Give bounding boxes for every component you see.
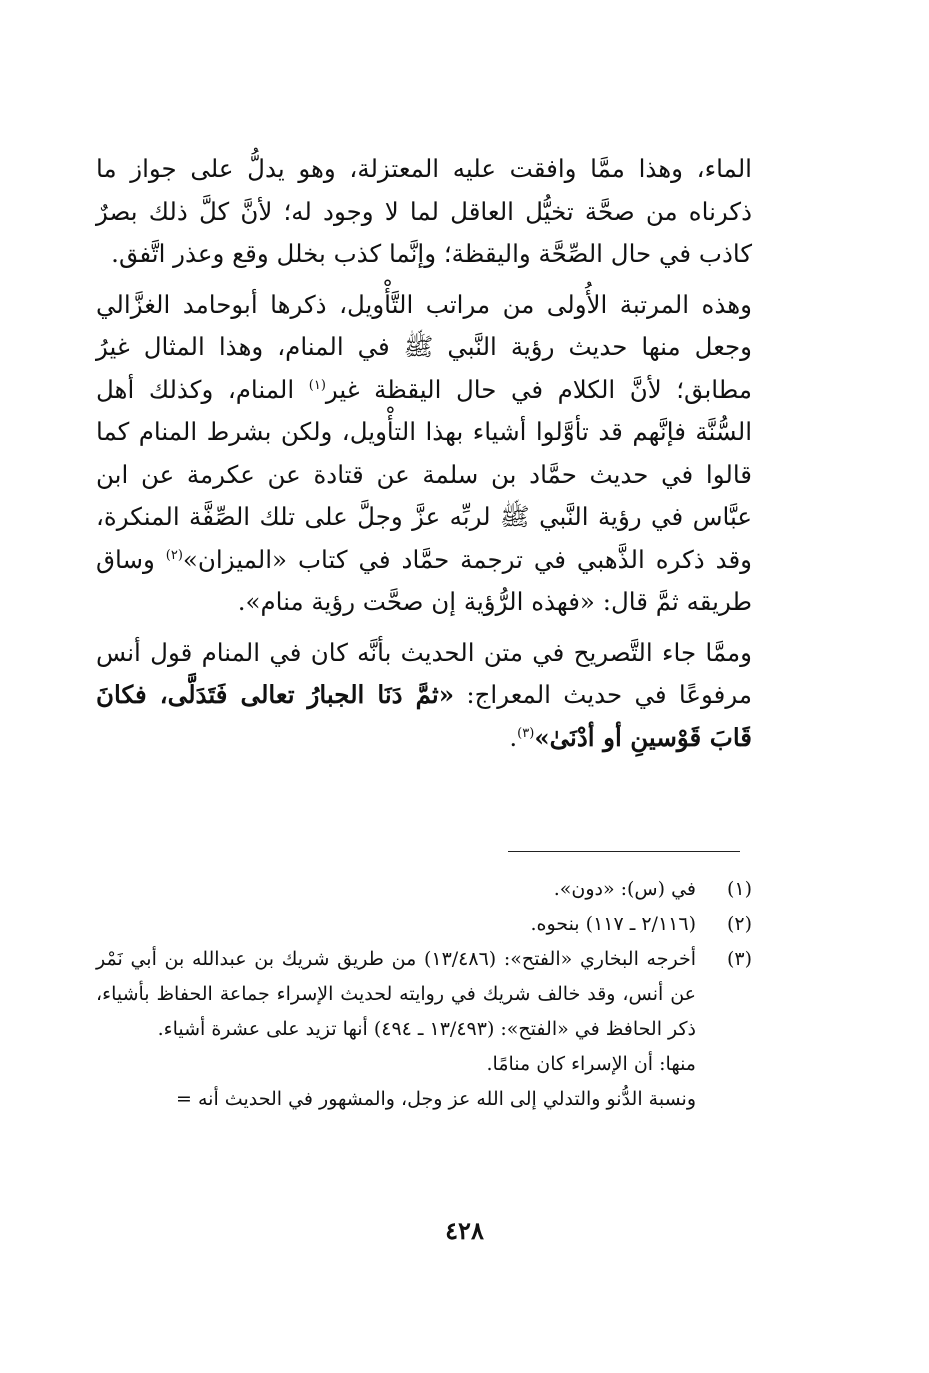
paragraph-3-part-1: وممَّا جاء التَّصريح في متن الحديث بأنَّه كان في المنام قول أنس مرفوعًا في حديث المعراج: bbox=[96, 637, 752, 709]
paragraph-3 bbox=[96, 632, 752, 760]
paragraph-2-part-3: وساق طريقه ثمَّ قال: «فهذه الرُّؤية إن صحَّت رؤية منام». bbox=[96, 544, 752, 616]
paragraph-2-part-1: وهذه المرتبة الأُولى من مراتب التَّأْويل، ذكرها أبوحامد الغزَّالي وجعل منها حديث رؤية النَّبي ﷺ في المنام، وهذا المثال غيرُ مطابق؛ لأنَّ الكلام في حال اليقظة غير bbox=[96, 289, 752, 404]
footnote-ref-2: (٢) bbox=[165, 547, 183, 563]
footnote-number: (١) bbox=[726, 878, 752, 900]
footnote-2 bbox=[96, 907, 752, 942]
footnote-3 bbox=[96, 942, 752, 1047]
footnote-1 bbox=[96, 872, 752, 907]
paragraph-3-part-2: . bbox=[509, 722, 518, 752]
footnote-continuation-1: منها: أن الإسراء كان منامًا. bbox=[486, 1053, 696, 1075]
footnote-text: أخرجه البخاري «الفتح»: (١٣/٤٨٦) من طريق شريك بن عبدالله بن أبي نَمْر عن أنس، وقد خالف شريك في روايته لحديث الإسراء جماعة الحفاظ بأشياء، ذكر الحافظ في «الفتح»: (١٣/٤٩٣ ـ ٤٩٤) أنها تزيد على عشرة أشياء. bbox=[96, 948, 696, 1040]
footnote-number: (٢) bbox=[726, 913, 752, 935]
footnotes bbox=[96, 872, 752, 1117]
hadith-quote: «ثمَّ دَنَا الجبارُ تعالى فَتَدَلَّى، فكانَ قَابَ قَوْسينِ أو أدْنَىٰ» bbox=[96, 680, 752, 752]
paragraph-1: الماء، وهذا ممَّا وافقت عليه المعتزلة، وهو يدلُّ على جواز ما ذكرناه من صحَّة تخيُّل العاقل لما لا وجود له؛ لأنَّ كلَّ ذلك بصرٌ كاذب في حال الصِّحَّة واليقظة؛ وإنَّما كذب بخلل وقع وعذر اتَّفق. bbox=[96, 154, 752, 268]
footnote-number: (٣) bbox=[726, 948, 752, 970]
footnote-separator bbox=[508, 851, 740, 852]
footnote-text: في (س): «دون». bbox=[553, 878, 696, 900]
footnote-ref-1: (١) bbox=[308, 377, 326, 393]
footnote-continuation-2: ونسبة الدُّنو والتدلي إلى الله عز وجل، والمشهور في الحديث أنه = bbox=[176, 1088, 696, 1110]
paragraph-2 bbox=[96, 284, 752, 624]
page-number: ٤٢٨ bbox=[445, 1216, 484, 1245]
footnote-text: (٢/١١٦ ـ ١١٧) بنحوه. bbox=[530, 913, 696, 935]
paragraph-2-part-2: المنام، وكذلك أهل السُّنَّة فإنَّهم قد تأوَّلوا أشياء بهذا التأْويل، ولكن بشرط المنام كما قالوا في حديث حمَّاد بن سلمة عن قتادة عن عكرمة عن ابن عبَّاس في رؤية النَّبي ﷺ لربِّه عزَّ وجلَّ على تلك الصِّفَّة المنكرة، وقد ذكره الذَّهبي في ترجمة حمَّاد في كتاب «الميزان» bbox=[96, 374, 752, 574]
footnote-ref-3: (٣) bbox=[517, 725, 535, 741]
main-text bbox=[96, 148, 752, 759]
